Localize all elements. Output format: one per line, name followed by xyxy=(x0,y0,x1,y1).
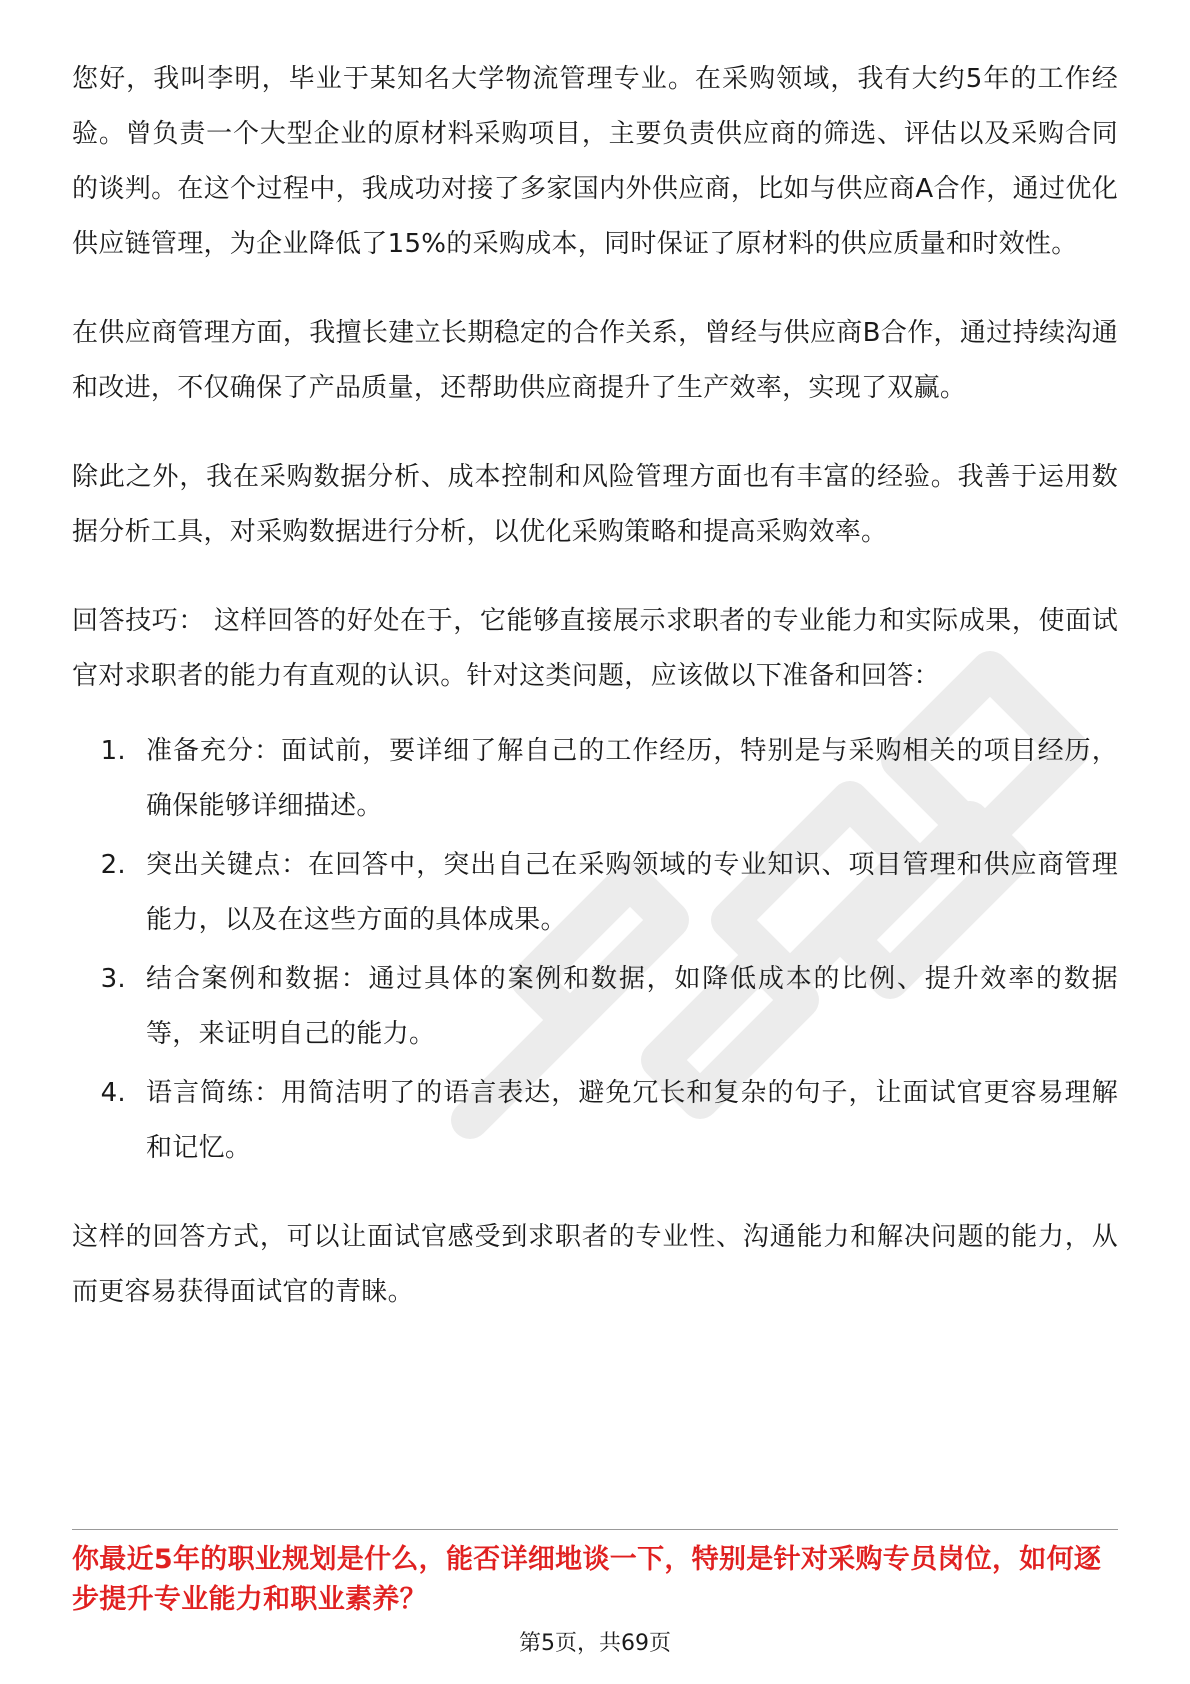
list-number: 1. xyxy=(100,736,126,766)
list-text: 突出关键点：在回答中，突出自己在采购领域的专业知识、项目管理和供应商管理能力，以及在这些方面的具体成果。 xyxy=(146,850,1118,935)
document-body xyxy=(72,52,1118,1354)
list-item xyxy=(72,838,1118,948)
section-divider xyxy=(72,1529,1118,1530)
list-text: 准备充分：面试前，要详细了解自己的工作经历，特别是与采购相关的项目经历，确保能够详细描述。 xyxy=(146,736,1118,821)
list-item xyxy=(72,952,1118,1062)
paragraph-intro: 您好，我叫李明，毕业于某知名大学物流管理专业。在采购领域，我有大约5年的工作经验。曾负责一个大型企业的原材料采购项目，主要负责供应商的筛选、评估以及采购合同的谈判。在这个过程中，我成功对接了多家国内外供应商，比如与供应商A合作，通过优化供应链管理，为企业降低了15%的采购成本，同时保证了原材料的供应质量和时效性。 xyxy=(72,64,1118,259)
list-number: 2. xyxy=(100,850,126,880)
page-number-footer: 第5页，共69页 xyxy=(519,1631,671,1656)
list-item xyxy=(72,1066,1118,1176)
list-text: 结合案例和数据：通过具体的案例和数据，如降低成本的比例、提升效率的数据等，来证明自己的能力。 xyxy=(146,964,1118,1049)
paragraph-tips-intro: 回答技巧： 这样回答的好处在于，它能够直接展示求职者的专业能力和实际成果，使面试官对求职者的能力有直观的认识。针对这类问题，应该做以下准备和回答： xyxy=(72,606,1118,691)
list-number: 3. xyxy=(100,964,126,994)
list-number: 4. xyxy=(100,1078,126,1108)
paragraph-analysis: 除此之外，我在采购数据分析、成本控制和风险管理方面也有丰富的经验。我善于运用数据分析工具，对采购数据进行分析，以优化采购策略和提高采购效率。 xyxy=(72,462,1118,547)
list-item xyxy=(72,724,1118,834)
paragraph-supplier: 在供应商管理方面，我擅长建立长期稳定的合作关系，曾经与供应商B合作，通过持续沟通和改进，不仅确保了产品质量，还帮助供应商提升了生产效率，实现了双赢。 xyxy=(72,318,1118,403)
paragraph-closing: 这样的回答方式，可以让面试官感受到求职者的专业性、沟通能力和解决问题的能力，从而更容易获得面试官的青睐。 xyxy=(72,1222,1118,1307)
tips-list xyxy=(72,724,1118,1176)
next-question-heading: 你最近5年的职业规划是什么，能否详细地谈一下，特别是针对采购专员岗位，如何逐步提升专业能力和职业素养？ xyxy=(72,1544,1102,1615)
list-text: 语言简练：用简洁明了的语言表达，避免冗长和复杂的句子，让面试官更容易理解和记忆。 xyxy=(146,1078,1118,1163)
